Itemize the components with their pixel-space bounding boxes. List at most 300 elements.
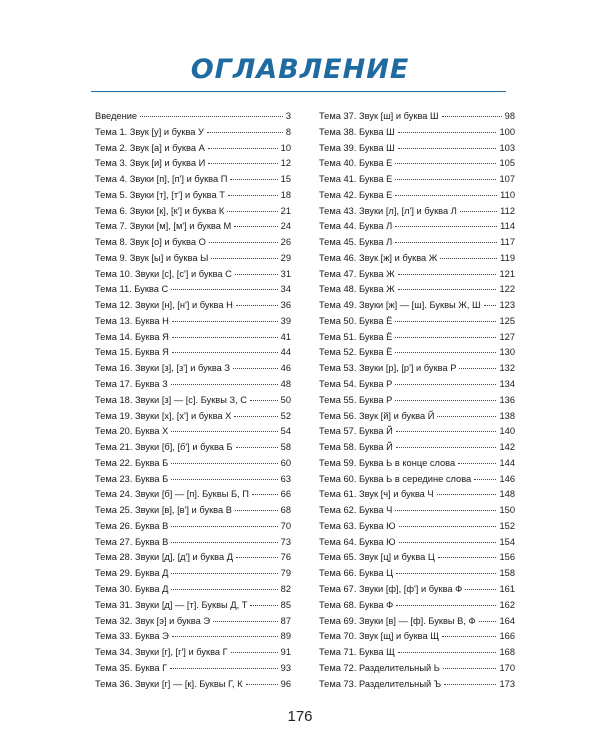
toc-entry-label: Тема 66. Буква Ц (319, 568, 394, 579)
toc-entry[interactable] (319, 598, 515, 614)
toc-entry-label: Тема 71. Буква Щ (319, 647, 395, 658)
toc-entry-label: Тема 73. Разделительный Ъ (319, 678, 442, 689)
toc-entry-page: 50 (280, 394, 291, 405)
toc-entry-page: 73 (280, 536, 291, 547)
toc-entry-page: 63 (280, 473, 291, 484)
toc-entry-page: 34 (280, 284, 291, 295)
toc-entry-page: 100 (499, 126, 515, 137)
toc-entry[interactable] (319, 629, 515, 645)
toc-dot-leader (228, 195, 278, 196)
toc-entry-page: 29 (280, 252, 291, 263)
toc-dot-leader (396, 605, 496, 606)
toc-entry-label: Тема 30. Буква Д (95, 583, 169, 594)
toc-entry-label: Тема 32. Звук [э] и буква Э (95, 615, 211, 626)
toc-entry-label: Тема 6. Звуки [к], [к'] и буква К (95, 205, 225, 216)
toc-entry-label: Тема 64. Буква Ю (319, 536, 396, 547)
toc-entry-page: 134 (499, 379, 515, 390)
toc-entry[interactable] (95, 487, 291, 503)
toc-dot-leader (395, 242, 497, 243)
toc-entry-label: Тема 67. Звуки [ф], [ф'] и буква Ф (319, 583, 463, 594)
toc-entry-label: Тема 25. Звуки [в], [в'] и буква В (95, 505, 232, 516)
toc-entry[interactable] (95, 377, 291, 393)
toc-dot-leader (250, 400, 278, 401)
toc-entry-label: Тема 12. Звуки [н], [н'] и буква Н (95, 300, 233, 311)
toc-entry-label: Тема 29. Буква Д (95, 568, 169, 579)
toc-entry-label: Тема 23. Буква Б (95, 473, 169, 484)
toc-entry-label: Тема 15. Буква Я (95, 347, 169, 358)
toc-entry-page: 96 (280, 678, 291, 689)
toc-entry-label: Тема 47. Буква Ж (319, 268, 395, 279)
toc-dot-leader (395, 195, 497, 196)
toc-entry[interactable] (95, 409, 291, 425)
toc-entry-page: 26 (280, 237, 291, 248)
toc-entry-page: 158 (499, 568, 515, 579)
toc-entry[interactable] (95, 519, 291, 535)
toc-entry[interactable] (95, 219, 291, 235)
toc-dot-leader (234, 226, 277, 227)
toc-entry-page: 154 (499, 536, 515, 547)
toc-dot-leader (399, 542, 497, 543)
toc-entry-label: Тема 48. Буква Ж (319, 284, 395, 295)
toc-entry-label: Тема 52. Буква Ё (319, 347, 393, 358)
toc-dot-leader (474, 479, 496, 480)
toc-dot-leader (235, 510, 278, 511)
toc-entry-page: 54 (280, 426, 291, 437)
toc-entry-label: Тема 57. Буква Й (319, 426, 393, 437)
toc-entry[interactable] (95, 535, 291, 551)
toc-entry[interactable] (319, 645, 515, 661)
toc-entry-label: Тема 7. Звуки [м], [м'] и буква М (95, 221, 232, 232)
toc-dot-leader (440, 258, 497, 259)
toc-entry-label: Тема 24. Звуки [б] — [п]. Буквы Б, П (95, 489, 249, 500)
toc-entry-page: 87 (280, 615, 291, 626)
toc-entry[interactable] (319, 377, 515, 393)
toc-entry-label: Тема 11. Буква С (95, 284, 169, 295)
toc-entry-label: Тема 36. Звуки [г] — [к]. Буквы Г, К (95, 678, 243, 689)
toc-entry-page: 112 (500, 205, 515, 216)
toc-dot-leader (252, 494, 278, 495)
toc-dot-leader (398, 132, 497, 133)
toc-entry-label: Тема 4. Звуки [п], [п'] и буква П (95, 174, 228, 185)
toc-entry-label: Тема 37. Звук [ш] и буква Ш (319, 111, 439, 121)
toc-entry-label: Тема 26. Буква В (95, 520, 169, 531)
toc-dot-leader (170, 668, 277, 669)
toc-dot-leader (171, 289, 277, 290)
toc-entry-page: 85 (280, 599, 291, 610)
toc-entry[interactable] (95, 566, 291, 582)
toc-dot-leader (227, 211, 277, 212)
toc-entry-page: 173 (499, 678, 515, 689)
toc-dot-leader (233, 368, 278, 369)
toc-entry-label: Тема 10. Звуки [с], [с'] и буква С (95, 268, 232, 279)
toc-entry[interactable] (95, 645, 291, 661)
toc-entry-label: Тема 34. Звуки [г], [г'] и буква Г (95, 647, 228, 658)
toc-entry-page: 3 (285, 111, 291, 121)
page-title: ОГЛАВЛЕНИЕ (190, 54, 410, 85)
toc-entry[interactable] (95, 677, 291, 693)
toc-entry[interactable] (95, 109, 291, 125)
toc-entry[interactable] (319, 440, 515, 456)
toc-entry[interactable] (319, 582, 515, 598)
toc-entry-label: Тема 13. Буква Н (95, 315, 169, 326)
toc-entry-page: 150 (499, 505, 515, 516)
toc-entry-page: 161 (499, 583, 515, 594)
toc-dot-leader (172, 352, 278, 353)
toc-entry-page: 127 (499, 331, 515, 342)
toc-dot-leader (458, 463, 496, 464)
toc-dot-leader (171, 431, 277, 432)
toc-dot-leader (171, 526, 277, 527)
toc-dot-leader (396, 447, 497, 448)
toc-entry-page: 114 (500, 221, 515, 232)
toc-entry-page: 123 (499, 300, 515, 311)
toc-entry-label: Тема 51. Буква Ё (319, 331, 393, 342)
toc-entry-label: Тема 53. Звуки [р], [р'] и буква Р (319, 363, 457, 374)
toc-entry-page: 170 (499, 662, 515, 673)
toc-entry-page: 138 (499, 410, 515, 421)
toc-entry-label: Тема 63. Буква Ю (319, 520, 396, 531)
toc-entry[interactable] (319, 393, 515, 409)
toc-entry[interactable] (95, 267, 291, 283)
toc-entry[interactable] (95, 472, 291, 488)
toc-entry-label: Тема 14. Буква Я (95, 331, 169, 342)
toc-entry[interactable] (319, 282, 515, 298)
toc-dot-leader (236, 447, 278, 448)
toc-entry[interactable] (319, 503, 515, 519)
toc-entry[interactable] (95, 361, 291, 377)
toc-entry-page: 36 (280, 300, 291, 311)
toc-entry[interactable] (95, 440, 291, 456)
toc-entry[interactable] (319, 172, 515, 188)
toc-dot-leader (236, 305, 278, 306)
toc-entry[interactable] (319, 314, 515, 330)
toc-dot-leader (444, 684, 496, 685)
toc-entry-page: 39 (280, 315, 291, 326)
toc-entry-page: 79 (280, 568, 291, 579)
toc-entry[interactable] (319, 519, 515, 535)
toc-entry-label: Тема 16. Звуки [з], [з'] и буква З (95, 363, 231, 374)
toc-dot-leader (459, 368, 496, 369)
toc-entry-label: Введение (95, 111, 138, 121)
toc-dot-leader (213, 621, 278, 622)
toc-dot-leader (396, 431, 497, 432)
toc-entry-page: 168 (499, 647, 515, 658)
toc-dot-leader (443, 668, 497, 669)
toc-entry[interactable] (319, 472, 515, 488)
toc-entry-page: 41 (280, 331, 291, 342)
toc-entry[interactable] (95, 629, 291, 645)
toc-entry[interactable] (319, 614, 515, 630)
toc-entry-label: Тема 39. Буква Ш (319, 142, 395, 153)
toc-entry[interactable] (319, 156, 515, 172)
toc-dot-leader (246, 684, 278, 685)
toc-dot-leader (236, 557, 278, 558)
toc-entry-label: Тема 21. Звуки [б], [б'] и буква Б (95, 442, 233, 453)
toc-dot-leader (395, 179, 496, 180)
toc-entry[interactable] (319, 535, 515, 551)
toc-entry-page: 98 (504, 111, 515, 121)
toc-entry-page: 46 (280, 363, 291, 374)
toc-entry[interactable] (95, 314, 291, 330)
toc-entry-page: 44 (280, 347, 291, 358)
toc-entry-page: 142 (499, 442, 515, 453)
toc-entry[interactable] (95, 125, 291, 141)
toc-dot-leader (460, 211, 497, 212)
toc-dot-leader (442, 116, 502, 117)
toc-entry[interactable] (95, 298, 291, 314)
toc-dot-leader (230, 179, 277, 180)
toc-dot-leader (398, 274, 497, 275)
toc-entry-page: 164 (499, 615, 515, 626)
toc-dot-leader (171, 573, 277, 574)
toc-entry[interactable] (319, 677, 515, 693)
toc-entry-page: 103 (499, 142, 515, 153)
toc-entry[interactable] (95, 141, 291, 157)
toc-entry-page: 140 (499, 426, 515, 437)
toc-entry-page: 93 (280, 662, 291, 673)
page-number: 176 (287, 708, 313, 725)
toc-entry-page: 136 (499, 394, 515, 405)
toc-entry-page: 122 (499, 284, 515, 295)
toc-dot-leader (209, 242, 278, 243)
toc-entry-page: 148 (499, 489, 515, 500)
toc-entry-page: 144 (499, 457, 515, 468)
toc-entry-label: Тема 49. Звуки [ж] — [ш]. Буквы Ж, Ш (319, 300, 481, 311)
toc-entry-label: Тема 68. Буква Ф (319, 599, 394, 610)
toc-dot-leader (171, 542, 277, 543)
toc-entry-page: 119 (500, 252, 515, 263)
toc-dot-leader (140, 116, 283, 117)
toc-dot-leader (465, 589, 496, 590)
toc-dot-leader (171, 384, 278, 385)
toc-entry-label: Тема 17. Буква З (95, 379, 168, 390)
toc-entry-label: Тема 44. Буква Л (319, 221, 393, 232)
toc-dot-leader (399, 526, 497, 527)
toc-entry[interactable] (319, 235, 515, 251)
toc-dot-leader (437, 494, 497, 495)
toc-dot-leader (234, 416, 277, 417)
toc-entry-page: 58 (280, 442, 291, 453)
toc-entry-label: Тема 28. Звуки [д], [д'] и буква Д (95, 552, 234, 563)
toc-entry-label: Тема 20. Буква Х (95, 426, 169, 437)
toc-entry[interactable] (95, 188, 291, 204)
toc-entry-page: 121 (499, 268, 515, 279)
toc-dot-leader (211, 258, 277, 259)
toc-entry-page: 76 (280, 552, 291, 563)
title-divider (91, 91, 506, 92)
toc-dot-leader (235, 274, 278, 275)
toc-entry-page: 52 (280, 410, 291, 421)
toc-entry-label: Тема 27. Буква В (95, 536, 169, 547)
toc-entry-page: 31 (280, 268, 291, 279)
toc-dot-leader (396, 573, 496, 574)
toc-entry-label: Тема 33. Буква Э (95, 631, 169, 642)
toc-entry-page: 12 (280, 158, 291, 169)
toc-entry-label: Тема 55. Буква Р (319, 394, 393, 405)
toc-entry-label: Тема 46. Звук [ж] и буква Ж (319, 252, 438, 263)
toc-entry-page: 82 (280, 583, 291, 594)
toc-entry[interactable] (319, 487, 515, 503)
toc-dot-leader (395, 510, 496, 511)
toc-entry[interactable] (319, 298, 515, 314)
toc-dot-leader (208, 163, 277, 164)
toc-entry[interactable] (319, 361, 515, 377)
toc-entry-label: Тема 72. Разделительный Ь (319, 662, 440, 673)
toc-entry-label: Тема 40. Буква Е (319, 158, 393, 169)
toc-entry[interactable] (319, 141, 515, 157)
toc-entry[interactable] (319, 409, 515, 425)
toc-entry-page: 10 (280, 142, 291, 153)
toc-dot-leader (395, 226, 497, 227)
toc-entry-page: 125 (499, 315, 515, 326)
toc-entry-page: 107 (499, 174, 515, 185)
toc-entry-label: Тема 56. Звук [й] и буква Й (319, 410, 435, 421)
toc-entry-page: 70 (280, 520, 291, 531)
toc-entry[interactable] (319, 330, 515, 346)
toc-entry-page: 105 (499, 158, 515, 169)
toc-column-left (95, 109, 291, 692)
toc-entry[interactable] (95, 204, 291, 220)
toc-entry[interactable] (319, 109, 515, 125)
toc-entry[interactable] (95, 614, 291, 630)
toc-entry-label: Тема 35. Буква Г (95, 662, 168, 673)
toc-entry[interactable] (95, 282, 291, 298)
toc-entry[interactable] (95, 424, 291, 440)
toc-dot-leader (171, 479, 277, 480)
toc-entry[interactable] (319, 251, 515, 267)
toc-entry[interactable] (319, 345, 515, 361)
toc-entry[interactable] (319, 566, 515, 582)
toc-entry[interactable] (95, 598, 291, 614)
toc-entry-page: 156 (499, 552, 515, 563)
toc-dot-leader (395, 321, 496, 322)
toc-dot-leader (437, 416, 496, 417)
toc-entry[interactable] (95, 235, 291, 251)
toc-entry-label: Тема 61. Звук [ч] и буква Ч (319, 489, 434, 500)
toc-dot-leader (398, 289, 497, 290)
toc-dot-leader (172, 636, 278, 637)
toc-entry-label: Тема 5. Звуки [т], [т'] и буква Т (95, 189, 225, 200)
toc-entry-label: Тема 38. Буква Ш (319, 126, 395, 137)
toc-entry[interactable] (95, 503, 291, 519)
toc-entry-page: 48 (280, 379, 291, 390)
toc-entry[interactable] (95, 582, 291, 598)
toc-dot-leader (395, 400, 496, 401)
toc-dot-leader (395, 352, 496, 353)
toc-entry-label: Тема 70. Звук [щ] и буква Щ (319, 631, 439, 642)
toc-entry[interactable] (95, 172, 291, 188)
toc-entry-page: 117 (500, 237, 515, 248)
toc-dot-leader (231, 652, 278, 653)
toc-entry-page: 89 (280, 631, 291, 642)
toc-entry-label: Тема 1. Звук [у] и буква У (95, 126, 204, 137)
toc-dot-leader (438, 557, 497, 558)
toc-entry-page: 110 (500, 189, 515, 200)
toc-entry[interactable] (95, 345, 291, 361)
toc-entry-page: 18 (280, 189, 291, 200)
toc-entry-page: 130 (499, 347, 515, 358)
toc-entry-label: Тема 19. Звуки [х], [х'] и буква Х (95, 410, 232, 421)
toc-entry-page: 68 (280, 505, 291, 516)
toc-entry[interactable] (319, 456, 515, 472)
toc-entry-label: Тема 65. Звук [ц] и буква Ц (319, 552, 435, 563)
toc-entry-label: Тема 31. Звуки [д] — [т]. Буквы Д, Т (95, 599, 248, 610)
toc-entry-page: 8 (285, 126, 291, 137)
toc-entry[interactable] (319, 188, 515, 204)
toc-entry-label: Тема 62. Буква Ч (319, 505, 393, 516)
toc-entry[interactable] (319, 550, 515, 566)
toc-entry-page: 146 (499, 473, 515, 484)
toc-entry-page: 91 (280, 647, 291, 658)
toc-entry-page: 152 (499, 520, 515, 531)
toc-dot-leader (395, 337, 496, 338)
toc-entry[interactable] (95, 156, 291, 172)
toc-dot-leader (479, 621, 497, 622)
toc-entry[interactable] (95, 330, 291, 346)
toc-entry[interactable] (95, 251, 291, 267)
toc-dot-leader (484, 305, 497, 306)
toc-dot-leader (171, 589, 277, 590)
toc-entry-label: Тема 9. Звук [ы] и буква Ы (95, 252, 209, 263)
toc-entry-label: Тема 42. Буква Е (319, 189, 393, 200)
toc-dot-leader (250, 605, 277, 606)
toc-entry-page: 166 (499, 631, 515, 642)
toc-entry[interactable] (95, 661, 291, 677)
toc-entry[interactable] (95, 550, 291, 566)
toc-entry-label: Тема 2. Звук [а] и буква А (95, 142, 205, 153)
toc-entry[interactable] (319, 219, 515, 235)
toc-dot-leader (395, 163, 496, 164)
toc-entry-page: 132 (499, 363, 515, 374)
toc-dot-leader (398, 148, 497, 149)
toc-dot-leader (398, 652, 497, 653)
toc-dot-leader (442, 636, 497, 637)
toc-entry[interactable] (319, 204, 515, 220)
toc-entry-page: 66 (280, 489, 291, 500)
toc-dot-leader (171, 463, 277, 464)
toc-entry-page: 60 (280, 457, 291, 468)
toc-entry-label: Тема 59. Буква Ь в конце слова (319, 457, 456, 468)
toc-entry-label: Тема 60. Буква Ь в середине слова (319, 473, 472, 484)
toc-dot-leader (172, 321, 278, 322)
toc-entry-page: 162 (499, 599, 515, 610)
toc-dot-leader (395, 384, 496, 385)
toc-entry-label: Тема 50. Буква Ё (319, 315, 393, 326)
toc-dot-leader (172, 337, 278, 338)
toc-entry[interactable] (319, 267, 515, 283)
toc-entry-label: Тема 58. Буква Й (319, 442, 393, 453)
toc-entry-page: 24 (280, 221, 291, 232)
toc-entry-label: Тема 45. Буква Л (319, 237, 393, 248)
toc-column-right (319, 109, 515, 692)
toc-entry[interactable] (319, 424, 515, 440)
toc-entry-label: Тема 43. Звуки [л], [л'] и буква Л (319, 205, 457, 216)
toc-entry-label: Тема 8. Звук [о] и буква О (95, 237, 206, 248)
toc-entry-page: 15 (280, 174, 291, 185)
toc-entry-label: Тема 22. Буква Б (95, 457, 169, 468)
toc-entry-label: Тема 54. Буква Р (319, 379, 393, 390)
toc-entry[interactable] (319, 661, 515, 677)
toc-entry-page: 21 (280, 205, 291, 216)
toc-entry-label: Тема 41. Буква Е (319, 174, 393, 185)
toc-entry-label: Тема 18. Звуки [з] — [с]. Буквы З, С (95, 394, 248, 405)
toc-entry[interactable] (95, 456, 291, 472)
toc-dot-leader (208, 148, 278, 149)
toc-dot-leader (207, 132, 283, 133)
toc-entry-label: Тема 3. Звук [и] и буква И (95, 158, 206, 169)
toc-entry[interactable] (319, 125, 515, 141)
toc-entry[interactable] (95, 393, 291, 409)
